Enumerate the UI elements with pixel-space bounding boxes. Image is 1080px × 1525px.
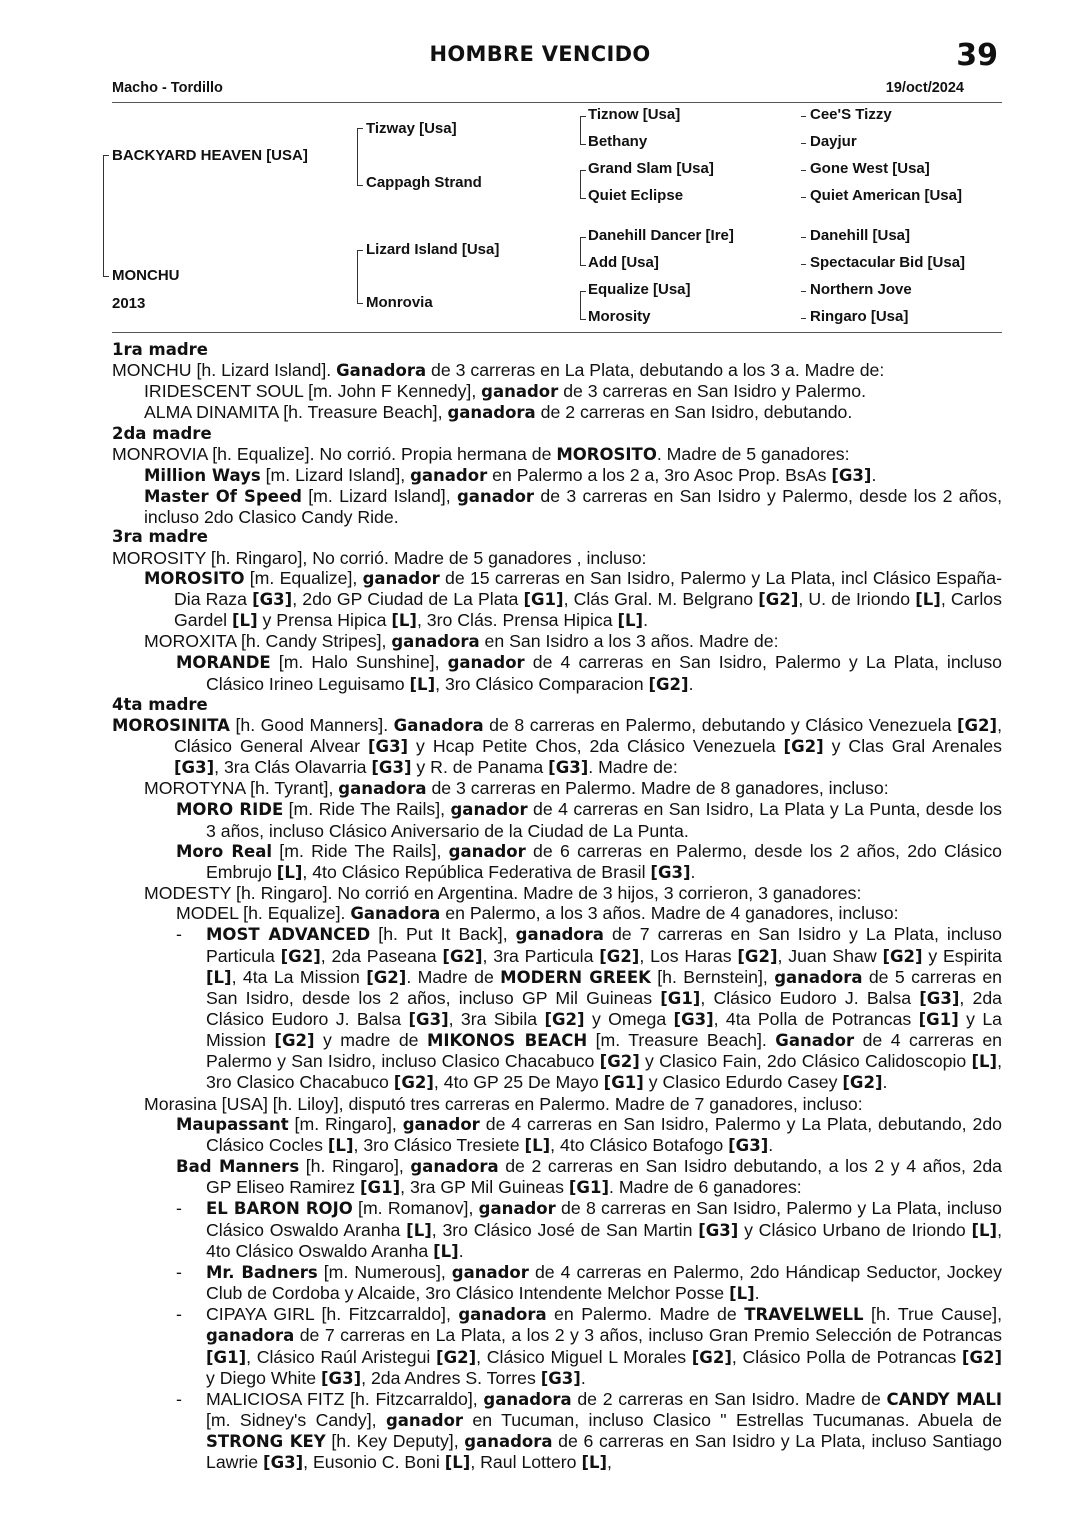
dash-g2 bbox=[801, 143, 806, 144]
pedigree-year: 2013 bbox=[112, 295, 146, 312]
dash-g5 bbox=[801, 237, 806, 238]
pedigree-sd: Cappagh Strand bbox=[366, 174, 482, 191]
pedigree-sss: Tiznow [Usa] bbox=[588, 106, 681, 123]
family-text bbox=[112, 340, 1002, 1473]
dash-g1 bbox=[801, 116, 806, 117]
paragraph-4: MONROVIA [h. Equalize]. No corrió. Propia hermana de MOROSITO. Madre de 5 ganadores: bbox=[112, 443, 850, 464]
pedigree-g4-1: Cee'S Tizzy bbox=[810, 106, 892, 123]
section-heading-1: 1ra madre bbox=[112, 340, 208, 359]
pedigree-g4-4: Quiet American [Usa] bbox=[810, 187, 962, 204]
dash-g7 bbox=[801, 291, 806, 292]
pedigree-dds: Equalize [Usa] bbox=[588, 281, 691, 298]
pedigree-dd: Monrovia bbox=[366, 294, 433, 311]
pedigree-g4-8: Ringaro [Usa] bbox=[810, 308, 909, 325]
paragraph-16: MODEL [h. Equalize]. Ganadora en Palermo, a los 3 años. Madre de 4 ganadores, incluso: bbox=[176, 903, 899, 924]
bracket-gen2-sire bbox=[357, 128, 363, 186]
dash-g3 bbox=[801, 170, 806, 171]
paragraph-12: MOROTYNA [h. Tyrant], ganadora de 3 carreras en Palermo. Madre de 8 ganadores, incluso: bbox=[144, 778, 889, 799]
paragraph-23: - CIPAYA GIRL [h. Fitzcarraldo], ganadora en Palermo. Madre de TRAVELWELL [h. True Cause], ganadora de 7 carreras en La Plata, a los 2 y 3 años, incluso Gran Premio Selección de Potrancas [G1], Clásico Raúl Aristegui [G2], Clásico Miguel L Morales [G2], Clásico Polla de Potrancas [G2] y Diego White [G3], 2da Andres S. Torres [G3]. bbox=[176, 1304, 1003, 1388]
paragraph-18: Morasina [USA] [h. Liloy], disputó tres carreras en Palermo. Madre de 7 ganadores, incluso: bbox=[144, 1093, 863, 1114]
section-heading-4: 4ta madre bbox=[112, 694, 208, 714]
dash-g4 bbox=[801, 197, 806, 198]
bracket-gen3-a bbox=[580, 116, 586, 145]
pedigree-dss: Danehill Dancer [Ire] bbox=[588, 227, 734, 244]
bracket-gen3-d bbox=[580, 291, 586, 320]
pedigree-ssd: Bethany bbox=[588, 133, 648, 150]
paragraph-1: MONCHU [h. Lizard Island]. Ganadora de 3 carreras en La Plata, debutando a los 3 a. Madre de: bbox=[112, 360, 885, 381]
pedigree-g4-7: Northern Jove bbox=[810, 281, 912, 298]
paragraph-20: Bad Manners [h. Ringaro], ganadora de 2 carreras en San Isidro debutando, a los 2 y 4 años, 2da GP Eliseo Ramirez [G1], 3ra GP Mil Guineas [G1]. Madre de 6 ganadores: bbox=[176, 1156, 1002, 1198]
pedigree-dam: MONCHU bbox=[112, 267, 180, 284]
paragraph-3: ALMA DINAMITA [h. Treasure Beach], ganadora de 2 carreras en San Isidro, debutando. bbox=[144, 402, 853, 423]
bracket-gen3-b bbox=[580, 170, 586, 199]
pedigree-g4-5: Danehill [Usa] bbox=[810, 227, 911, 244]
pedigree-ds: Lizard Island [Usa] bbox=[366, 241, 500, 258]
paragraph-8: MOROSITO [m. Equalize], ganador de 15 carreras en San Isidro, Palermo y La Plata, incl Clásico España-Dia Raza [G3], 2do GP Ciudad de La Plata [G1], Clás Gral. M. Belgrano [G2], U. de Iriondo [L], Carlos Gardel [L] y Prensa Hipica [L], 3ro Clás. Prensa Hipica [L]. bbox=[144, 567, 1003, 631]
bracket-gen1 bbox=[103, 155, 109, 277]
bracket-gen3-c bbox=[580, 237, 586, 266]
paragraph-19: Maupassant [m. Ringaro], ganador de 4 carreras en San Isidro, Palermo y La Plata, debutando, 2do Clásico Cocles [L], 3ro Clásico Tresiete [L], 4to Clásico Botafogo [G3]. bbox=[176, 1113, 1002, 1155]
bracket-gen2-dam bbox=[357, 250, 363, 304]
paragraph-5: Million Ways [m. Lizard Island], ganador en Palermo a los 2 a, 3ro Asoc Prop. BsAs [G3]. bbox=[144, 464, 877, 485]
page-title: HOMBRE VENCIDO bbox=[429, 42, 651, 66]
section-heading-2: 2da madre bbox=[112, 423, 212, 443]
pedigree-g4-2: Dayjur bbox=[810, 133, 857, 150]
pedigree-g4-6: Spectacular Bid [Usa] bbox=[810, 254, 966, 271]
paragraph-21: - EL BARON ROJO [m. Romanov], ganador de 8 carreras en San Isidro, Palermo y La Plata, incluso Clásico Oswaldo Aranha [L], 3ro Clásico José de San Martin [G3] y Clásico Urbano de Iriondo [L], 4to Clásico Oswaldo Aranha [L]. bbox=[176, 1198, 1002, 1261]
pedigree-dsd: Add [Usa] bbox=[588, 254, 659, 271]
paragraph-14: Moro Real [m. Ride The Rails], ganador de 6 carreras en Palermo, desde los 2 años, 2do Clásico Embrujo [L], 4to Clásico República Federativa de Brasil [G3]. bbox=[176, 840, 1002, 882]
paragraph-13: MORO RIDE [m. Ride The Rails], ganador de 4 carreras en San Isidro, La Plata y La Punta, desde los 3 años, incluso Clásico Aniversario de la Ciudad de La Punta. bbox=[176, 799, 1003, 841]
pedigree-sire: BACKYARD HEAVEN [USA] bbox=[112, 147, 308, 164]
paragraph-7: MOROSITY [h. Ringaro], No corrió. Madre de 5 ganadores , incluso: bbox=[112, 547, 647, 568]
pedigree-g4-3: Gone West [Usa] bbox=[810, 160, 930, 177]
paragraph-10: MORANDE [m. Halo Sunshine], ganador de 4 carreras en San Isidro, Palermo y La Plata, incluso Clásico Irineo Leguisamo [L], 3ro Clásico Comparacion [G2]. bbox=[176, 652, 1002, 694]
pedigree-top-rule bbox=[112, 102, 1002, 103]
section-heading-3: 3ra madre bbox=[112, 527, 208, 547]
dash-g6 bbox=[801, 264, 806, 265]
pedigree-bottom-rule bbox=[112, 332, 1002, 333]
paragraph-6: Master Of Speed [m. Lizard Island], ganador de 3 carreras en San Isidro y Palermo, desde los 2 años, incluso 2do Clasico Candy Ride. bbox=[144, 486, 1003, 528]
pedigree-ss: Tizway [Usa] bbox=[366, 120, 457, 137]
paragraph-24: - MALICIOSA FITZ [h. Fitzcarraldo], ganadora de 2 carreras en San Isidro. Madre de CANDY MALI [m. Sidney's Candy], ganador en Tucuman, incluso Clasico " Estrellas Tucumanas. Abuela de STRONG KEY [h. Key Deputy], ganadora de 6 carreras en San Isidro y La Plata, incluso Santiago Lawrie [G3], Eusonio C. Boni [L], Raul Lottero [L], bbox=[176, 1388, 1003, 1473]
paragraph-2: IRIDESCENT SOUL [m. John F Kennedy], ganador de 3 carreras en San Isidro y Palermo. bbox=[144, 381, 867, 402]
page-number: 39 bbox=[956, 38, 998, 73]
paragraph-15: MODESTY [h. Ringaro]. No corrió en Argentina. Madre de 3 hijos, 3 corrieron, 3 ganadores: bbox=[144, 883, 862, 904]
paragraph-9: MOROXITA [h. Candy Stripes], ganadora en San Isidro a los 3 años. Madre de: bbox=[144, 631, 779, 652]
sex-color: Macho - Tordillo bbox=[112, 80, 223, 96]
paragraph-11: MOROSINITA [h. Good Manners]. Ganadora de 8 carreras en Palermo, debutando y Clásico Venezuela [G2], Clásico General Alvear [G3] y Hcap Petite Chos, 2da Clásico Venezuela [G2] y Clas Gral Arenales [G3], 3ra Clás Olavarria [G3] y R. de Panama [G3]. Madre de: bbox=[112, 714, 1002, 778]
pedigree-ddd: Morosity bbox=[588, 308, 651, 325]
catalog-date: 19/oct/2024 bbox=[885, 80, 964, 96]
paragraph-22: - Mr. Badners [m. Numerous], ganador de 4 carreras en Palermo, 2do Hándicap Seductor, Jockey Club de Cordoba y Alcaide, 3ro Clásico Intendente Melchor Posse [L]. bbox=[176, 1261, 1002, 1304]
pedigree-sds: Grand Slam [Usa] bbox=[588, 160, 714, 177]
paragraph-17: - MOST ADVANCED [h. Put It Back], ganadora de 7 carreras en San Isidro y La Plata, incluso Particula [G2], 2da Paseana [G2], 3ra Particula [G2], Los Haras [G2], Juan Shaw [G2] y Espirita [L], 4ta La Mission [G2]. Madre de MODERN GREEK [h. Bernstein], ganadora de 5 carreras en San Isidro, desde los 2 años, incluso GP Mil Guineas [G1], Clásico Eudoro J. Balsa [G3], 2da Clásico Eudoro J. Balsa [G3], 3ra Sibila [G2] y Omega [G3], 4ta Polla de Potrancas [G1] y La Mission [G2] y madre de MIKONOS BEACH [m. Treasure Beach]. Ganador de 4 carreras en Palermo y San Isidro, incluso Clasico Chacabuco [G2] y Clasico Fain, 2do Clásico Calidoscopio [L], 3ro Clasico Chacabuco [G2], 4to GP 25 De Mayo [G1] y Clasico Edurdo Casey [G2]. bbox=[176, 924, 1002, 1093]
pedigree-sdd: Quiet Eclipse bbox=[588, 187, 684, 204]
dash-g8 bbox=[801, 318, 806, 319]
